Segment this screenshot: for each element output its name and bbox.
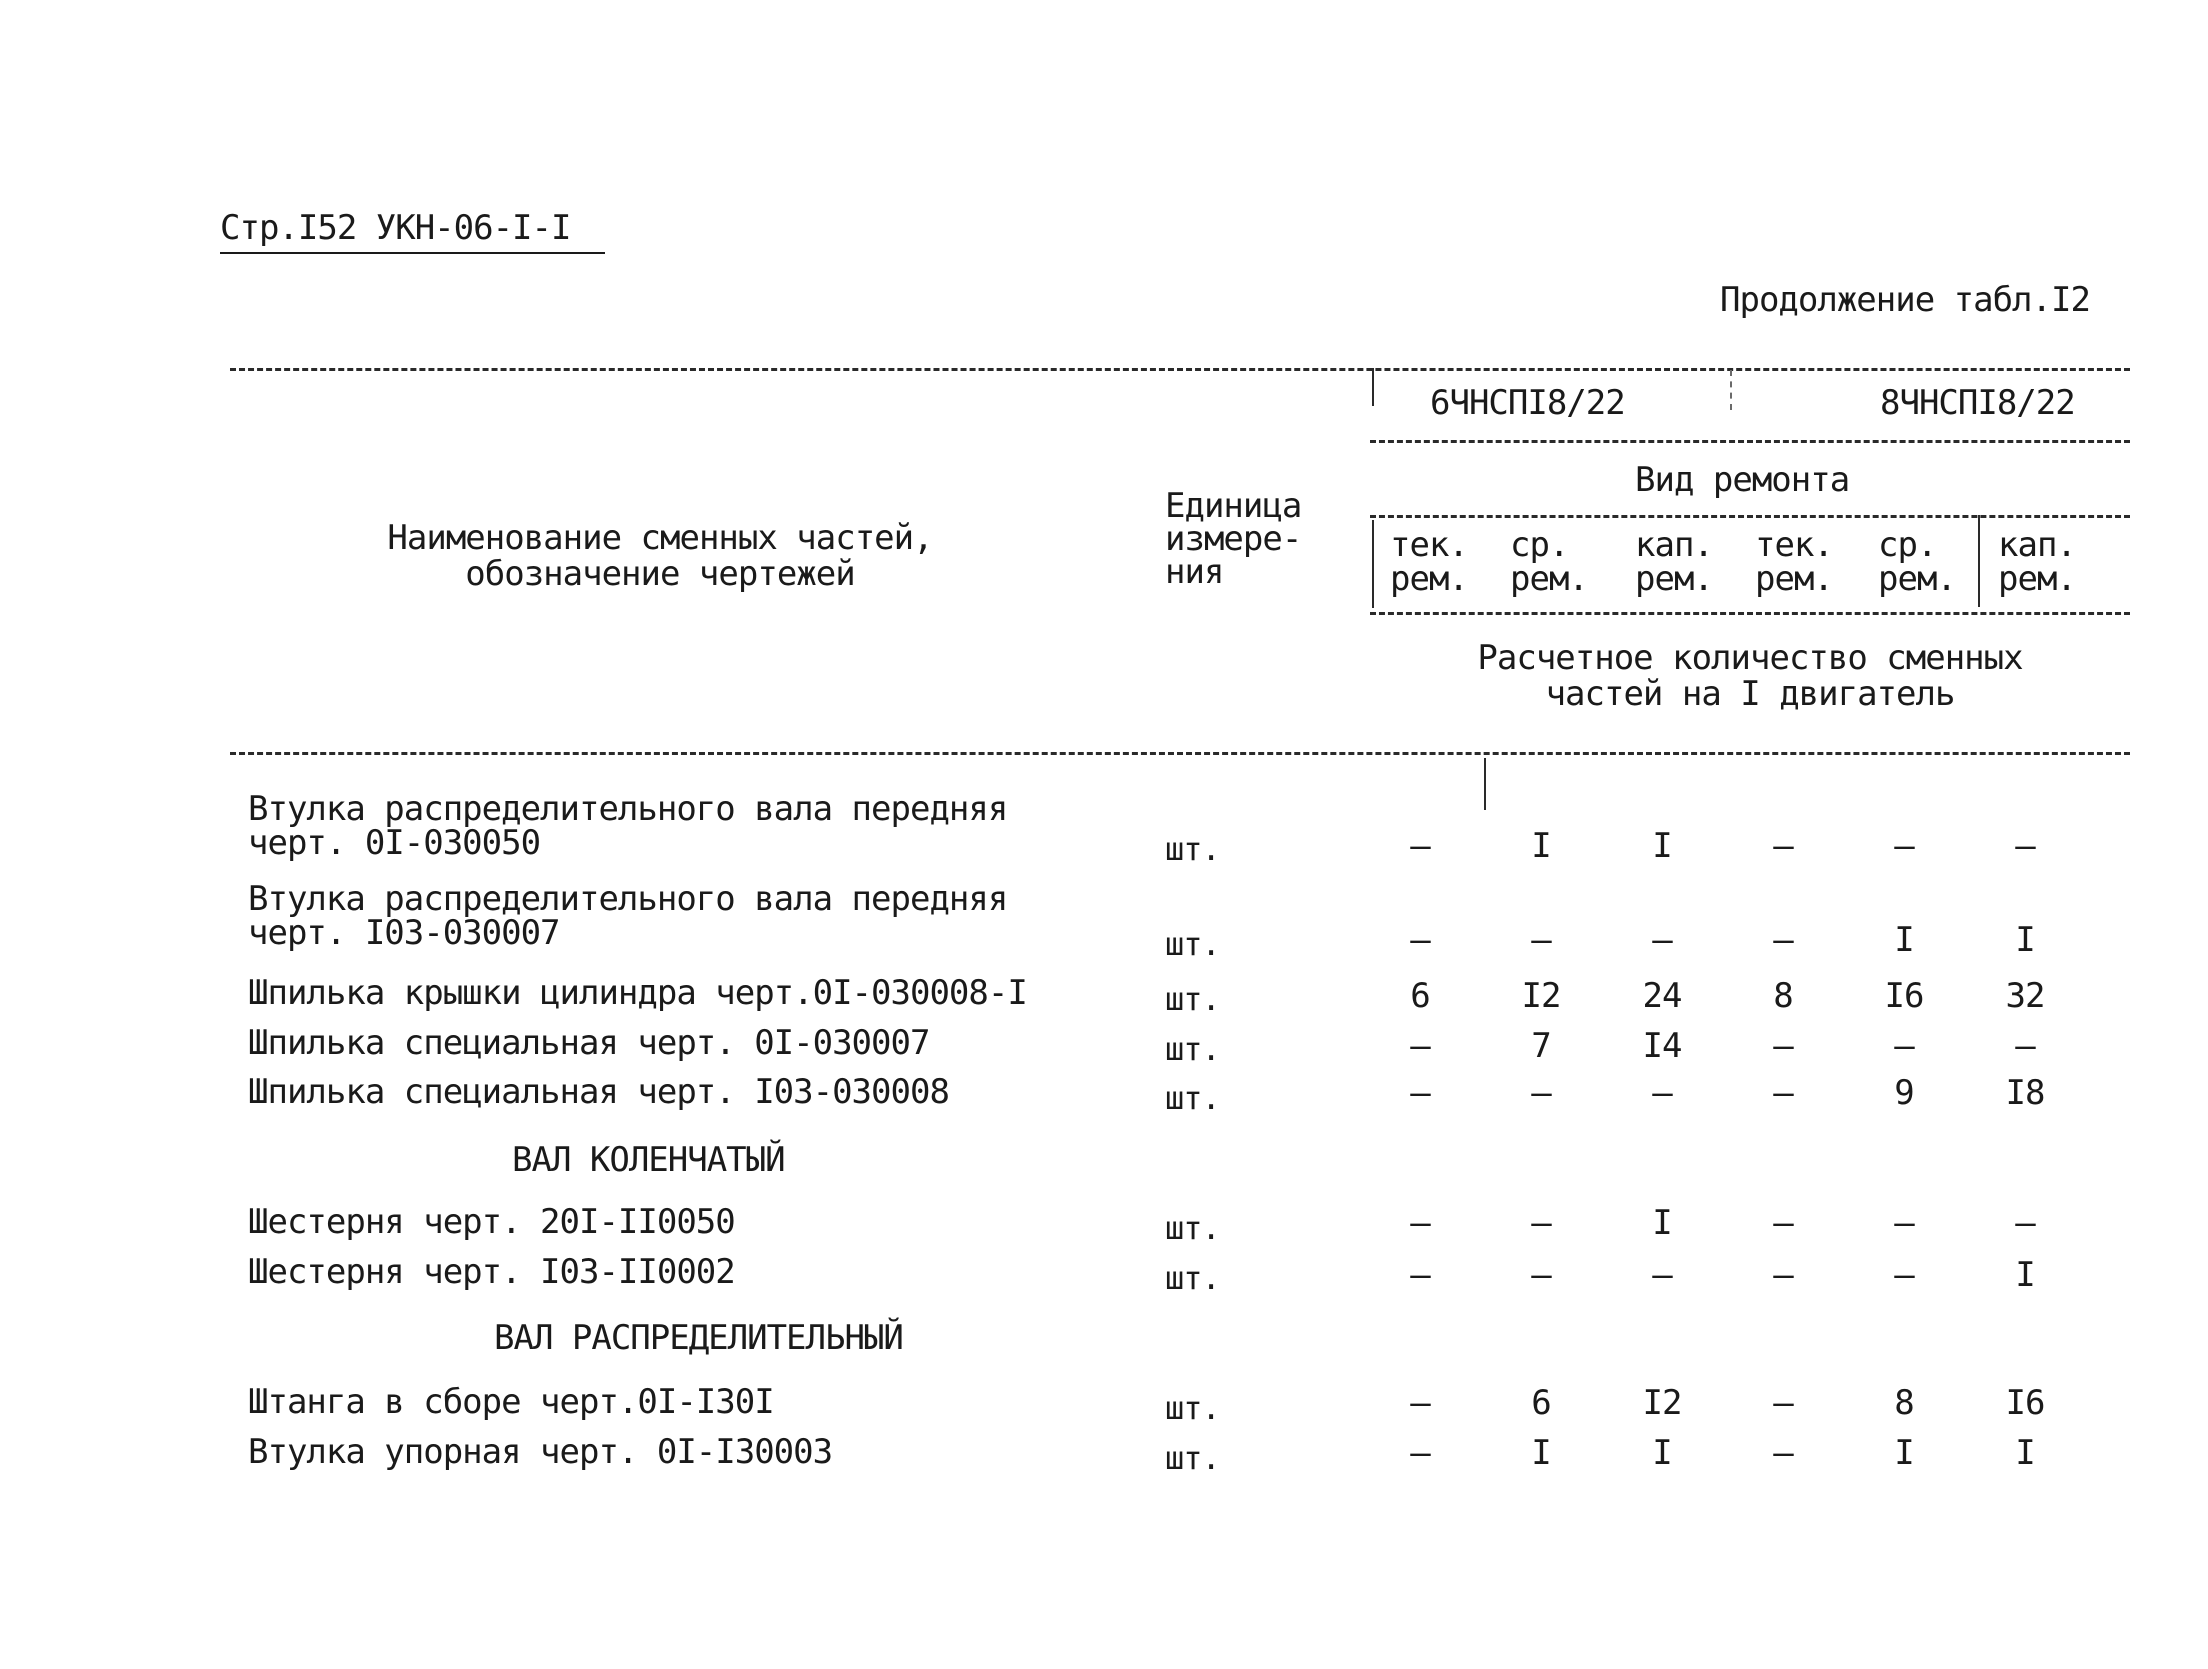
quantity-cell: – xyxy=(1410,1433,1430,1473)
unit-column-header-line: измере- xyxy=(1165,519,1302,559)
part-name-line: Шпилька крышки цилиндра черт.0I-030008-I xyxy=(248,973,1027,1013)
unit-column-header xyxy=(1165,486,1302,592)
unit-cell: шт. xyxy=(1165,1259,1220,1297)
quantity-cell: – xyxy=(1652,920,1672,960)
body-divider-mark xyxy=(1484,758,1486,810)
quantity-cell: – xyxy=(1531,1073,1551,1113)
quantity-caption xyxy=(1400,640,2100,712)
sub-column-header-line: рем. xyxy=(1635,559,1713,599)
quantity-cell: I xyxy=(1652,1433,1672,1473)
quantity-cell: – xyxy=(1410,1026,1430,1066)
name-column-header-line: обозначение чертежей xyxy=(465,554,855,594)
part-name xyxy=(248,789,1008,863)
quantity-cell: – xyxy=(1773,1255,1793,1295)
unit-cell: шт. xyxy=(1165,830,1220,868)
quantity-cell: 8 xyxy=(1894,1383,1914,1423)
quantity-cell: – xyxy=(1652,1073,1672,1113)
engine-model-header: 8ЧНСПI8/22 xyxy=(1880,383,2075,423)
quantity-cell: 24 xyxy=(1642,976,1682,1016)
part-name-line: Втулка распределительного вала передняя xyxy=(248,789,1008,829)
sub-left-border xyxy=(1372,520,1374,608)
part-name xyxy=(248,1252,735,1292)
quantity-cell: 6 xyxy=(1531,1383,1551,1423)
quantity-cell: 8 xyxy=(1773,976,1793,1016)
engine-rule xyxy=(1370,440,2130,443)
sub-column-header-line: рем. xyxy=(1755,559,1833,599)
quantity-cell: – xyxy=(1773,920,1793,960)
quantity-cell: – xyxy=(1410,1255,1430,1295)
quantity-cell: – xyxy=(1410,1203,1430,1243)
quantity-cell: I xyxy=(2015,1433,2035,1473)
page-reference: Стр.I52 УКН-06-I-I xyxy=(220,208,571,248)
part-name xyxy=(248,1202,735,1242)
repair-divider xyxy=(1978,515,1980,607)
repair-type-rule xyxy=(1370,515,2130,518)
quantity-cell: – xyxy=(1410,920,1430,960)
sub-column-header-line: ср. xyxy=(1510,525,1569,565)
part-name-line: Шпилька специальная черт. 0I-030007 xyxy=(248,1023,930,1063)
sub-column-header-line: тек. xyxy=(1390,525,1468,565)
quantity-cell: – xyxy=(1773,1383,1793,1423)
quantity-cell: – xyxy=(1773,1026,1793,1066)
quantity-cell: – xyxy=(2015,1203,2035,1243)
quantity-cell: I xyxy=(1894,920,1914,960)
engine-model-header: 6ЧНСПI8/22 xyxy=(1430,383,1625,423)
sub-column-header-line: ср. xyxy=(1878,525,1937,565)
sub-column-header-line: кап. xyxy=(1998,525,2076,565)
quantity-cell: – xyxy=(1773,826,1793,866)
sub-column-header-line: рем. xyxy=(1510,559,1588,599)
section-heading: ВАЛ РАСПРЕДЕЛИТЕЛЬНЫЙ xyxy=(494,1318,903,1358)
unit-cell: шт. xyxy=(1165,1209,1220,1247)
part-name xyxy=(248,1072,949,1112)
quantity-cell: I xyxy=(1652,826,1672,866)
sub-column-header-line: тек. xyxy=(1755,525,1833,565)
quantity-cell: I xyxy=(1531,826,1551,866)
quantity-cell: – xyxy=(1410,1383,1430,1423)
quantity-cell: – xyxy=(1894,826,1914,866)
engine-divider xyxy=(1730,370,1732,410)
quantity-cell: I xyxy=(1894,1433,1914,1473)
part-name-line: Втулка упорная черт. 0I-I30003 xyxy=(248,1432,833,1472)
section-heading: ВАЛ КОЛЕНЧАТЫЙ xyxy=(512,1140,785,1180)
name-column-header-line: Наименование сменных частей, xyxy=(387,518,933,558)
page-reference-underline xyxy=(220,252,605,254)
part-name-line: черт. I03-030007 xyxy=(248,913,560,953)
quantity-caption-line: частей на I двигатель xyxy=(1545,674,1955,714)
sub-column-header xyxy=(1510,525,1588,599)
unit-cell: шт. xyxy=(1165,1389,1220,1427)
quantity-cell: – xyxy=(2015,826,2035,866)
sub-column-header xyxy=(1635,525,1713,599)
unit-cell: шт. xyxy=(1165,925,1220,963)
unit-column-header-line: ния xyxy=(1165,552,1224,592)
quantity-cell: – xyxy=(1531,1203,1551,1243)
part-name-line: Втулка распределительного вала передняя xyxy=(248,879,1008,919)
quantity-cell: – xyxy=(1894,1255,1914,1295)
quantity-cell: – xyxy=(1531,920,1551,960)
unit-cell: шт. xyxy=(1165,1439,1220,1477)
sub-column-header-line: рем. xyxy=(1998,559,2076,599)
part-name-line: Шестерня черт. I03-II0002 xyxy=(248,1252,735,1292)
quantity-cell: – xyxy=(2015,1026,2035,1066)
quantity-cell: – xyxy=(1652,1255,1672,1295)
part-name-line: черт. 0I-030050 xyxy=(248,823,541,863)
part-name-line: Шестерня черт. 20I-II0050 xyxy=(248,1202,735,1242)
quantity-cell: 7 xyxy=(1531,1026,1551,1066)
sub-column-header xyxy=(1878,525,1956,599)
unit-column-header-line: Единица xyxy=(1165,486,1302,526)
quantity-cell: I6 xyxy=(2005,1383,2045,1423)
engine-left-border xyxy=(1372,368,1374,406)
quantity-cell: I xyxy=(1531,1433,1551,1473)
sub-column-header xyxy=(1998,525,2076,599)
quantity-cell: 9 xyxy=(1894,1073,1914,1113)
unit-cell: шт. xyxy=(1165,1030,1220,1068)
quantity-cell: 32 xyxy=(2005,976,2045,1016)
part-name xyxy=(248,1382,774,1422)
sub-column-header-line: рем. xyxy=(1878,559,1956,599)
quantity-cell: – xyxy=(1531,1255,1551,1295)
quantity-cell: – xyxy=(1894,1026,1914,1066)
quantity-cell: I2 xyxy=(1521,976,1561,1016)
sub-column-header-line: рем. xyxy=(1390,559,1468,599)
quantity-cell: 6 xyxy=(1410,976,1430,1016)
table-top-rule xyxy=(230,368,2130,371)
quantity-cell: I xyxy=(2015,1255,2035,1295)
part-name xyxy=(248,1432,833,1472)
header-bottom-rule xyxy=(230,752,2130,755)
quantity-cell: I8 xyxy=(2005,1073,2045,1113)
quantity-cell: – xyxy=(1410,1073,1430,1113)
part-name xyxy=(248,1023,930,1063)
unit-cell: шт. xyxy=(1165,980,1220,1018)
sub-columns-rule xyxy=(1370,612,2130,615)
part-name-line: Штанга в сборе черт.0I-I30I xyxy=(248,1382,774,1422)
quantity-cell: – xyxy=(1773,1433,1793,1473)
quantity-cell: I2 xyxy=(1642,1383,1682,1423)
part-name xyxy=(248,973,1027,1013)
sub-column-header-line: кап. xyxy=(1635,525,1713,565)
quantity-cell: I4 xyxy=(1642,1026,1682,1066)
quantity-cell: – xyxy=(1894,1203,1914,1243)
name-column-header xyxy=(320,520,1000,592)
quantity-cell: – xyxy=(1773,1203,1793,1243)
table-continuation-caption: Продолжение табл.I2 xyxy=(1720,280,2090,320)
quantity-cell: I xyxy=(1652,1203,1672,1243)
repair-type-header: Вид ремонта xyxy=(1635,460,1850,500)
part-name xyxy=(248,879,1008,953)
quantity-caption-line: Расчетное количество сменных xyxy=(1477,638,2023,678)
part-name-line: Шпилька специальная черт. I03-030008 xyxy=(248,1072,949,1112)
quantity-cell: I xyxy=(2015,920,2035,960)
sub-column-header xyxy=(1755,525,1833,599)
quantity-cell: – xyxy=(1410,826,1430,866)
unit-cell: шт. xyxy=(1165,1079,1220,1117)
sub-column-header xyxy=(1390,525,1468,599)
quantity-cell: – xyxy=(1773,1073,1793,1113)
quantity-cell: I6 xyxy=(1884,976,1924,1016)
